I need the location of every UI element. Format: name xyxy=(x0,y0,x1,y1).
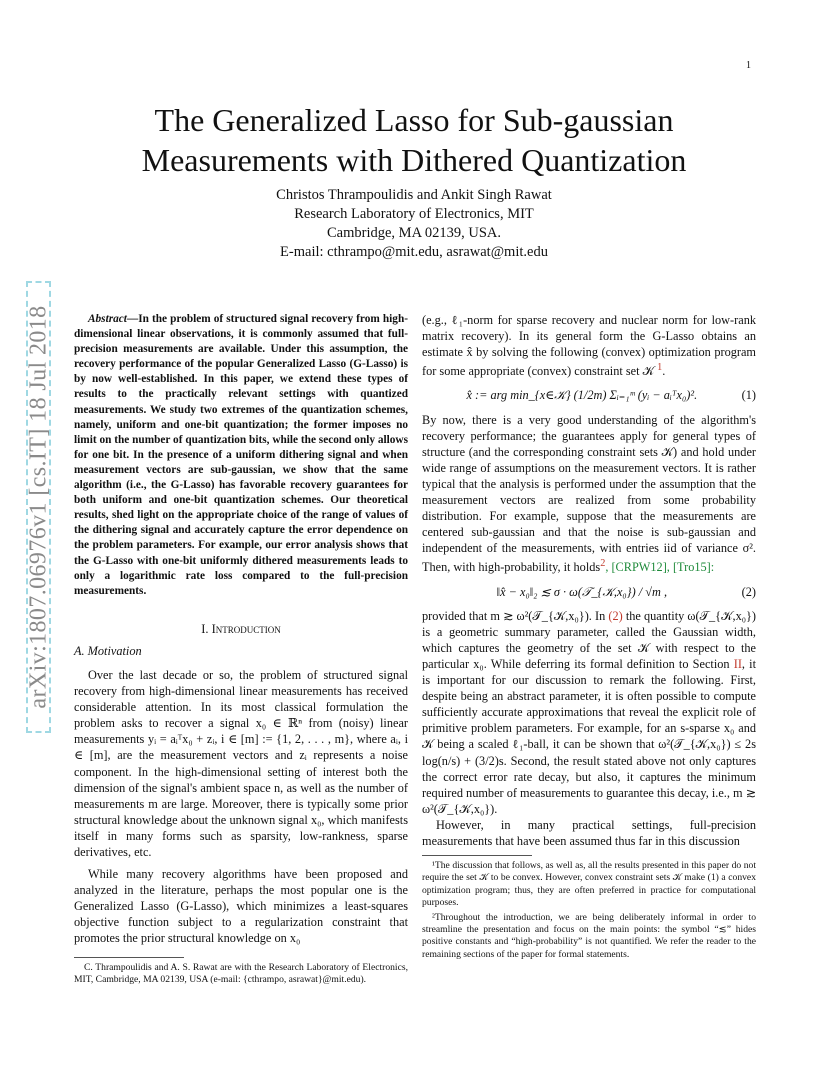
paper-title xyxy=(0,100,828,180)
right-paragraph-1: (e.g., ℓ₁-norm for sparse recovery and nuclear norm for low-rank matrix recovery). In its general form the G-Lasso obtains an estimate x̂ by solving the following (convex) optimization program for some appropriate (convex) constraint set 𝒦 $^1$. xyxy=(422,313,756,379)
footnote-ref-1[interactable]: 1 xyxy=(657,362,663,374)
right-paragraph-4: However, in many practical settings, full-precision measurements that have been assumed thus far in this discussion xyxy=(422,817,756,848)
footnote-rule-right xyxy=(422,855,532,856)
author-email: E-mail: cthrampo@mit.edu, asrawat@mit.edu xyxy=(280,244,548,260)
citation-refs[interactable]: , [CRPW12], [Tro15]: xyxy=(605,560,715,575)
equation-ref-2[interactable]: (2) xyxy=(608,608,623,623)
section-ref-ii[interactable]: II xyxy=(733,656,742,671)
right-column xyxy=(422,312,756,964)
right-paragraph-2 xyxy=(422,412,756,576)
title-line-1: The Generalized Lasso for Sub-gaussian xyxy=(154,102,674,138)
right-paragraph-3c: , it is important for our discussion to remark the following. First, despite being an abstract parameter, it is often possible to compute sufficiently accurate approximations that reveal the explicit role of primitive problem parameters. For example, for an s-sparse x₀ and 𝒦 being a scaled ℓ₁-ball, it can be shown that ω²(𝒯_{𝒦,x₀}) ≤ 2s log(n/s) + (3/2)s. Second, the result stated above not only captures the correct error rate decay, but also, it captures the minimum required number of measurements to guarantee this decay, i.e., m ≳ ω²(𝒯_{𝒦,x₀}). xyxy=(422,656,757,816)
abstract-lead: Abstract xyxy=(88,313,127,325)
intro-paragraph-2: While many recovery algorithms have been proposed and analyzed in the literature, perhaps the most popular one is the Generalized Lasso (G-Lasso), which minimizes a least-squares objective function subject to a regularization constraint that promotes the prior structural knowledge on x₀ xyxy=(74,867,408,946)
author-address: Cambridge, MA 02139, USA. xyxy=(327,225,501,241)
subsection-heading: A. Motivation xyxy=(74,643,142,658)
equation-1-body: x̂ := arg min_{x∈𝒦} (1/2m) Σᵢ₌₁ᵐ (yᵢ − aᵢᵀx₀)². xyxy=(466,388,698,403)
equation-1-tag: (1) xyxy=(741,388,756,403)
footnote-1: ¹The discussion that follows, as well as, all the results presented in this paper do not require the set 𝒦 to be convex. However, convex constraint sets 𝒦 make (1) a convex optimization program; thus, they are often preferred in practice for computational purposes. xyxy=(422,860,756,908)
author-names: Christos Thrampoulidis and Ankit Singh Rawat xyxy=(276,187,552,203)
footnote-rule xyxy=(74,957,184,958)
author-block xyxy=(0,186,828,262)
right-paragraph-3a: provided that m ≳ ω²(𝒯_{𝒦,x₀}). In xyxy=(422,608,609,623)
right-paragraph-3 xyxy=(422,608,756,817)
arxiv-stamp[interactable] xyxy=(26,281,51,733)
author-affiliation: Research Laboratory of Electronics, MIT xyxy=(294,206,534,222)
page-number: 1 xyxy=(746,60,751,71)
intro-paragraph-1: Over the last decade or so, the problem of structured signal recovery from high-dimensional linear measurements has received considerable attention. In its most classical formulation the problem asks to recover a signal x₀ ∈ ℝⁿ from (noisy) linear measurements yᵢ = aᵢᵀx₀ + zᵢ, i ∈ [m] := {1, 2, . . . , m}, where aᵢ, i ∈ [m], are the measurement vectors and zᵢ represents a noise component. In the high-dimensional setting of interest both the dimension of the signal's ambient space n, as well as the number of measurements m are large. Moreover, there is typically some prior structural knowledge about the unknown signal x₀, which manifests itself in many forms such as sparsity, low-rankness, sparse derivatives, etc. xyxy=(74,667,408,859)
equation-2 xyxy=(422,584,756,600)
footnote-2: ²Throughout the introduction, we are being deliberately informal in order to streamline the presentation and focus on the main points: the symbol “≲” hides positive constants and “high-probability” is not quantified. We refer the reader to the remaining sections of the paper for formal statements. xyxy=(422,911,756,960)
abstract xyxy=(74,312,408,599)
right-paragraph-3b: the quantity ω(𝒯_{𝒦,x₀}) is a geometric summary parameter, called the Gaussian width, which captures the geometry of the set 𝒦 with respect to the particular x₀. While deferring its formal definition to Section xyxy=(422,608,757,671)
affiliation-footnote: C. Thrampoulidis and A. S. Rawat are with the Research Laboratory of Electronics, MIT, Cambridge, MA 02139, USA (e-mail: {cthrampo, asrawat}@mit.edu). xyxy=(74,961,408,985)
abstract-text: —In the problem of structured signal recovery from high-dimensional linear observations, it is commonly assumed that full-precision measurements are available. Under this assumption, the recovery performance of the popular Generalized Lasso (G-Lasso) is by now well-established. In this paper, we extend these types of results to the practically relevant settings with quantized measurements. We study two extremes of the quantization schemes, namely, uniform and one-bit quantization; the former imposes no limit on the number of quantization bits, while the second only allows for one bit. In the presence of a uniform dithering signal and when measurement vectors are sub-gaussian, we show that the same algorithm (i.e., the G-Lasso) has favorable recovery guarantees for both uniform and one-bit quantization schemes. Our theoretical results, shed light on the appropriate choice of the range of values of the dithering signal and accurately capture the error dependence on the problem parameters. For example, our error analysis shows that the G-Lasso with one-bit uniformly dithered measurements leads to only a logarithmic rate loss compared to the full-precision measurements. xyxy=(74,313,408,597)
equation-2-tag: (2) xyxy=(741,584,756,599)
left-column xyxy=(74,312,408,989)
equation-1 xyxy=(422,387,756,403)
right-paragraph-2-text: By now, there is a very good understanding of the algorithm's recovery performance; the guarantees apply for general types of structure (and the corresponding constraint sets 𝒦) and hold under wide range of assumptions on the measurement vectors. It is rather typical that the analysis is performed under the assumption that the measurement vectors are realized from some probability distribution. For example, suppose that the measurements are centered sub-gaussian and that the noise is sub-gaussian and independent of the measurements, with entries iid of variance σ². Then, with high-probability, it holds xyxy=(422,412,756,575)
arxiv-stamp-text: arXiv:1807.06976v1 [cs.IT] 18 Jul 2018 xyxy=(25,305,51,709)
footnote-ref-2[interactable]: 2 xyxy=(600,558,606,570)
equation-2-body: ‖x̂ − x₀‖₂ ≲ σ · ω(𝒯_{𝒦,x₀}) / √m , xyxy=(496,584,668,599)
section-heading: I. Introduction xyxy=(201,621,281,636)
right-paragraph-1-text: (e.g., ℓ₁-norm for sparse recovery and nuclear norm for low-rank matrix recovery). In its general form the G-Lasso obtains an estimate x̂ by solving the following (convex) optimization program for some appropriate (convex) constraint set 𝒦 xyxy=(422,313,756,379)
title-line-2: Measurements with Dithered Quantization xyxy=(141,142,687,178)
